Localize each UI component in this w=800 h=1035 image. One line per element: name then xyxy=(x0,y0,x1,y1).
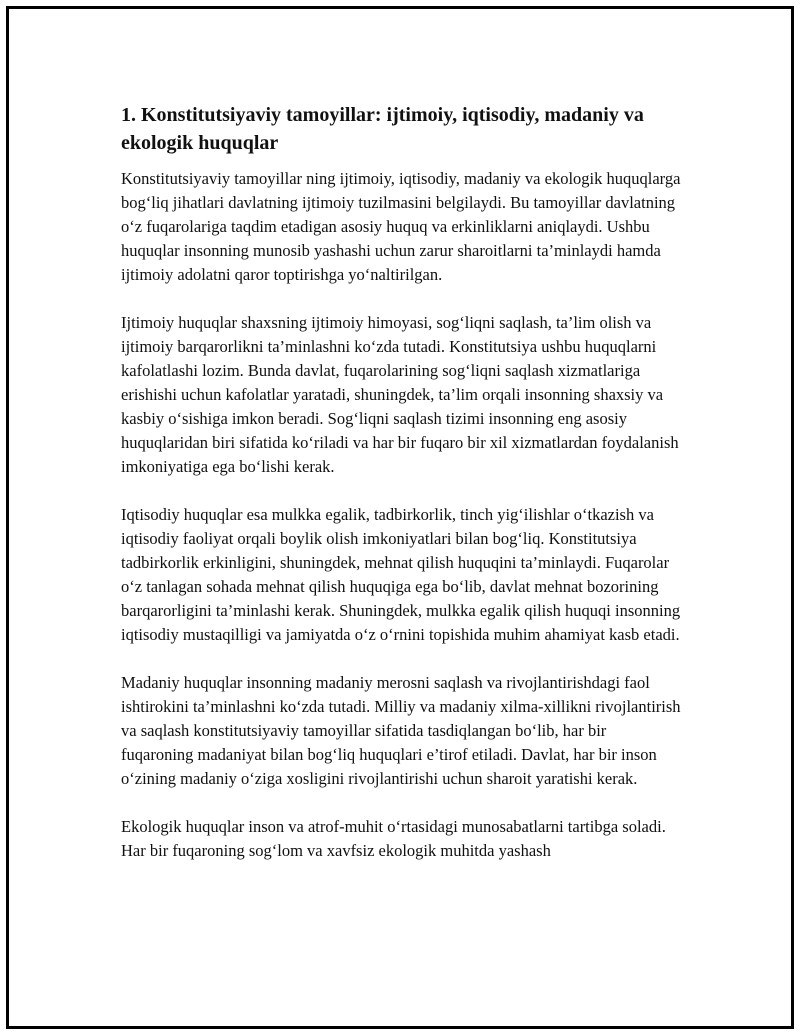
section-heading: 1. Konstitutsiyaviy tamoyillar: ijtimoiy, iqtisodiy, madaniy va ekologik huquqlar xyxy=(121,104,644,154)
paragraph-ecological-rights: Ekologik huquqlar inson va atrof-muhit o‘rtasidagi munosabatlarni tartibga soladi. Har bir fuqaroning sog‘lom va xavfsiz ekologik muhitda yashash xyxy=(121,817,666,860)
paragraph-cultural-rights: Madaniy huquqlar insonning madaniy merosni saqlash va rivojlantirishdagi faol ishtirokini ta’minlashni ko‘zda tutadi. Milliy va madaniy xilma-xillikni rivojlantirish va saqlash konstitutsiyaviy tamoyillar sifatida tasdiqlangan bo‘lib, har bir fuqaroning madaniyat bilan bog‘liq huquqlari e’tirof etiladi. Davlat, har bir inson o‘zining madaniy o‘ziga xosligini rivojlantirishi uchun sharoit yaratishi kerak. xyxy=(121,673,681,788)
paragraph-economic-rights: Iqtisodiy huquqlar esa mulkka egalik, tadbirkorlik, tinch yig‘ilishlar o‘tkazish va iqtisodiy faoliyat orqali boylik olish imkoniyatlari bilan bog‘liq. Konstitutsiya tadbirkorlik erkinligini, shuningdek, mehnat qilish huquqini ta’minlaydi. Fuqarolar o‘z tanlagan sohada mehnat qilish huquqiga ega bo‘lib, davlat mehnat bozorining barqarorligini ta’minlashi kerak. Shuningdek, mulkka egalik qilish huquqi insonning iqtisodiy mustaqilligi va jamiyatda o‘z o‘rnini topishida muhim ahamiyat kasb etadi. xyxy=(121,505,681,644)
page-frame xyxy=(6,6,794,1029)
document-body xyxy=(121,101,681,887)
paragraph-intro: Konstitutsiyaviy tamoyillar ning ijtimoiy, iqtisodiy, madaniy va ekologik huquqlarga bog‘liq jihatlari davlatning ijtimoiy tuzilmasini belgilaydi. Bu tamoyillar davlatning o‘z fuqarolariga taqdim etadigan asosiy huquq va erkinliklarni aniqlaydi. Ushbu huquqlar insonning munosib yashashi uchun zarur sharoitlarni ta’minlaydi hamda ijtimoiy adolatni qaror toptirishga yo‘naltirilgan. xyxy=(121,169,681,284)
paragraph-social-rights: Ijtimoiy huquqlar shaxsning ijtimoiy himoyasi, sog‘liqni saqlash, ta’lim olish va ijtimoiy barqarorlikni ta’minlashni ko‘zda tutadi. Konstitutsiya ushbu huquqlarni kafolatlashi lozim. Bunda davlat, fuqarolarining sog‘liqni saqlash xizmatlariga erishishi uchun kafolatlar yaratadi, shuningdek, ta’lim orqali insonning shaxsiy va kasbiy o‘sishiga imkon beradi. Sog‘liqni saqlash tizimi insonning eng asosiy huquqlaridan biri sifatida ko‘riladi va har bir fuqaro bir xil xizmatlardan foydalanish imkoniyatiga ega bo‘lishi kerak. xyxy=(121,313,679,476)
